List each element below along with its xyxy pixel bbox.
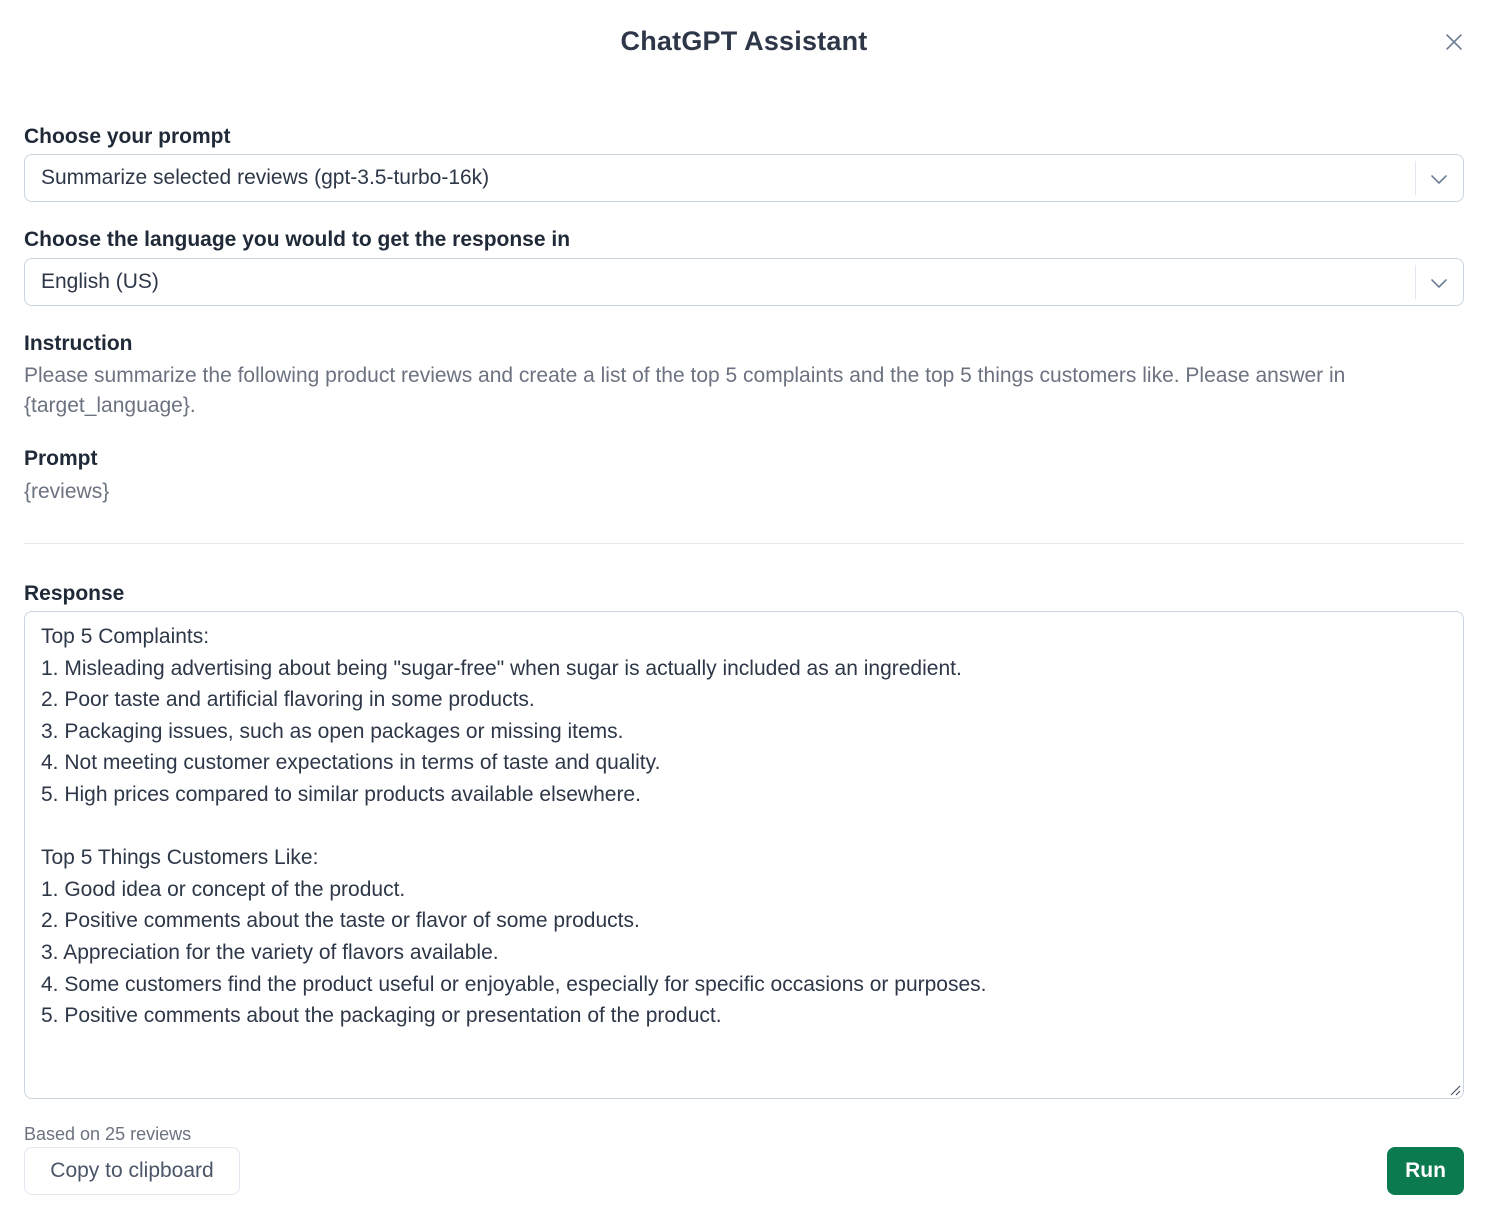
- select-divider: [1415, 265, 1416, 299]
- response-line: 2. Positive comments about the taste or flavor of some products.: [41, 909, 640, 933]
- prompt-select-label: Choose your prompt: [24, 125, 231, 148]
- chevron-down-icon: [1427, 167, 1451, 191]
- copy-to-clipboard-button[interactable]: Copy to clipboard: [24, 1147, 240, 1195]
- response-line: 1. Good idea or concept of the product.: [41, 877, 406, 901]
- language-select-value: English (US): [41, 270, 159, 293]
- response-line: 3. Packaging issues, such as open packages or missing items.: [41, 719, 624, 743]
- response-line: 2. Poor taste and artificial flavoring in some products.: [41, 688, 535, 712]
- response-line: 5. High prices compared to similar products available elsewhere.: [41, 782, 641, 806]
- close-button[interactable]: [1440, 28, 1468, 56]
- response-content: [41, 621, 1447, 1032]
- prompt-select-value: Summarize selected reviews (gpt-3.5-turbo-16k): [41, 166, 490, 189]
- prompt-select[interactable]: [24, 154, 1464, 202]
- close-icon: [1444, 32, 1464, 52]
- instruction-label: Instruction: [24, 332, 133, 355]
- language-select[interactable]: [24, 258, 1464, 306]
- response-line: 1. Misleading advertising about being "sugar-free" when sugar is actually included as an ingredient.: [41, 656, 962, 680]
- divider: [24, 543, 1464, 544]
- response-line: Top 5 Things Customers Like:: [41, 846, 319, 870]
- chevron-down-icon: [1427, 271, 1451, 295]
- response-line: [41, 811, 1447, 843]
- instruction-text: [24, 361, 1464, 421]
- response-line: 4. Some customers find the product useful or enjoyable, especially for specific occasions or purposes.: [41, 972, 987, 996]
- response-textarea[interactable]: [24, 611, 1464, 1099]
- modal-title: ChatGPT Assistant: [620, 26, 868, 56]
- run-button[interactable]: Run: [1387, 1147, 1464, 1195]
- instruction-line: {target_language}.: [24, 394, 196, 417]
- response-line: Top 5 Complaints:: [41, 625, 210, 648]
- language-select-label: Choose the language you would to get the response in: [24, 228, 571, 251]
- based-on-reviews-text: Based on 25 reviews: [24, 1124, 192, 1144]
- response-line: 5. Positive comments about the packaging or presentation of the product.: [41, 1004, 722, 1028]
- resize-handle-icon[interactable]: [1447, 1082, 1461, 1096]
- select-divider: [1415, 161, 1416, 195]
- prompt-label: Prompt: [24, 447, 98, 470]
- response-line: 3. Appreciation for the variety of flavors available.: [41, 940, 499, 964]
- instruction-line: Please summarize the following product reviews and create a list of the top 5 complaints and the top 5 things customers like. Please answer in: [24, 364, 1346, 387]
- prompt-text: {reviews}: [24, 480, 110, 503]
- response-line: 4. Not meeting customer expectations in terms of taste and quality.: [41, 751, 661, 775]
- response-label: Response: [24, 582, 125, 605]
